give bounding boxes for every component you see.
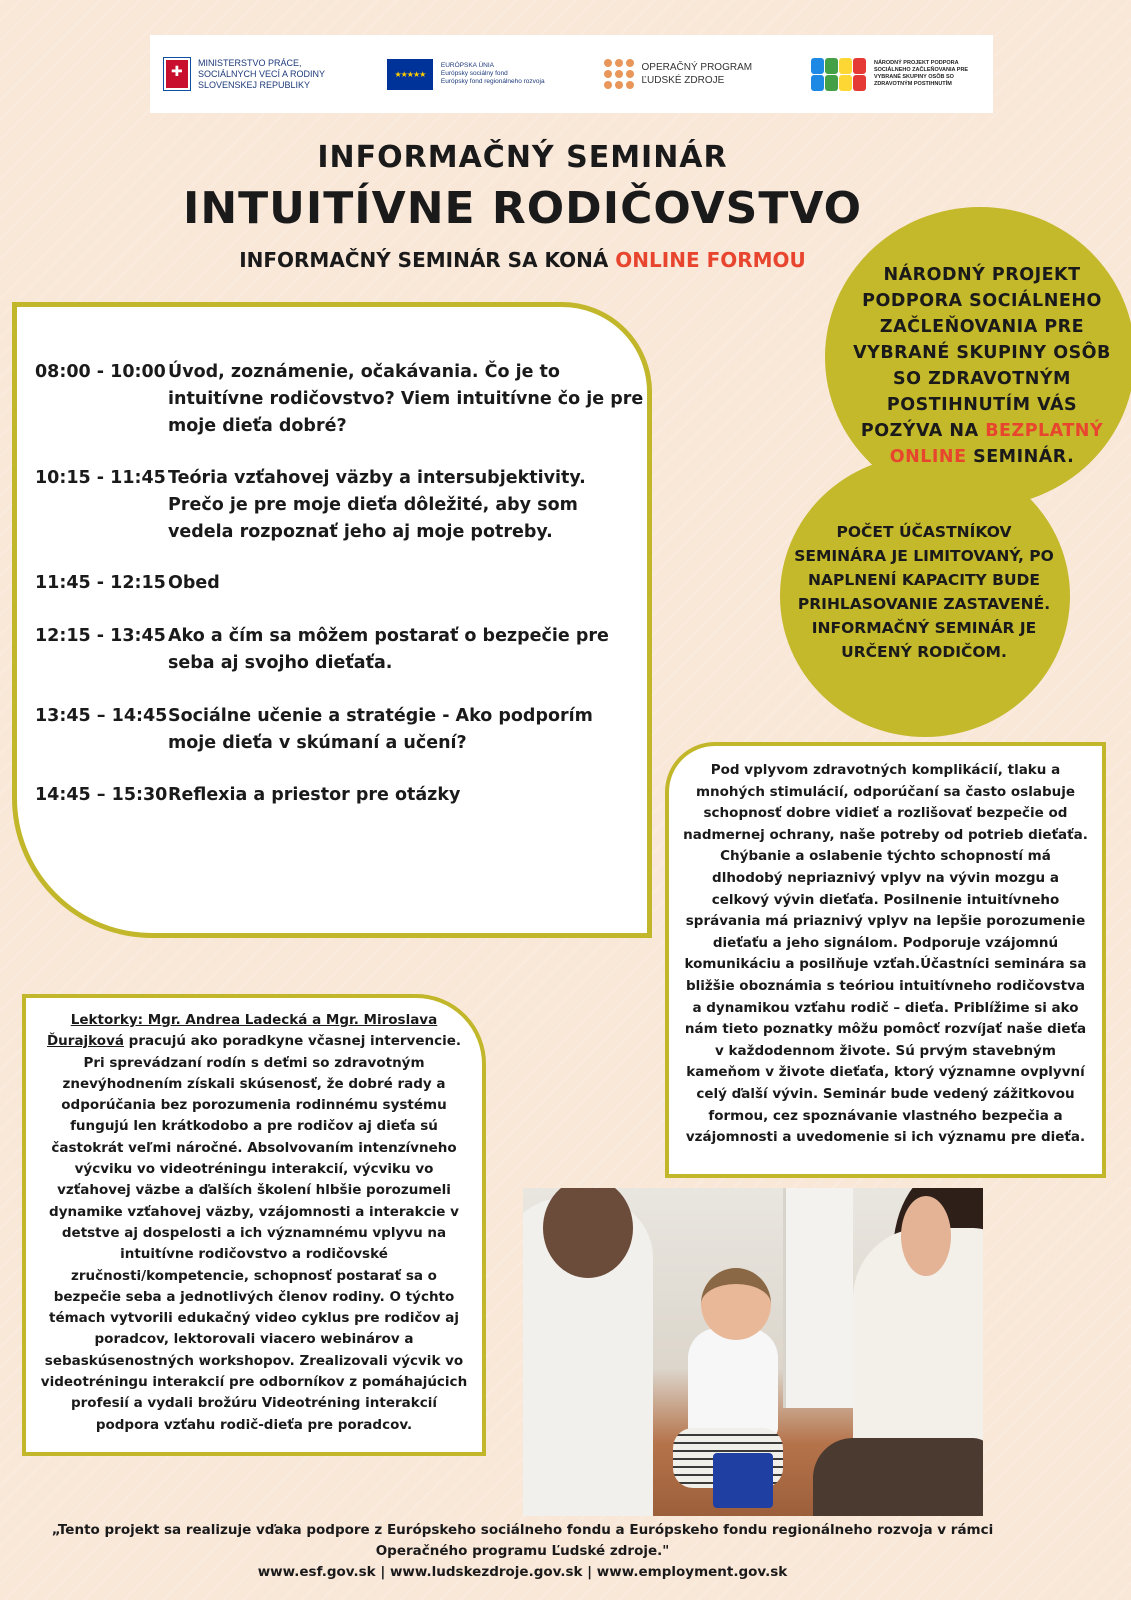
op-dots-icon <box>604 59 634 89</box>
lecturers-names: Lektorky: Mgr. Andrea Ladecká a Mgr. Miroslava Ďurajková <box>46 1012 438 1050</box>
schedule-row <box>35 623 647 677</box>
lecturers-text: pracujú ako poradkyne včasnej intervencie. Pri sprevádzaní rodín s deťmi so zdravotným znevýhodnením získali skúsenosť, že dobré rady a odporúčania bez porozumenia rodinnému systému fungujú len krátkodobo a pre rodičov aj dieťa sú častokrát veľmi náročné. Absolvovaním intenzívneho výcviku vo videotréningu interakcií, výcviku vo vzťahovej väzbe a ďalších školení hlbšie porozumeli dynamike vzťahovej väzby, vzájomnosti a interakcie v detstve aj dospelosti a ich významnému vplyvu na intuitívne rodičovstvo a rodičovské zručnosti/kompetencie, schopnosť postarať sa o bezpečie seba a jednotlivých členov rodiny. O týchto témach vytvorili edukačný video cyklus pre rodičov aj poradcov, lektorovali viacero webinárov a sebaskúsenostných workshopov. Zrealizovali výcvik vo videotréningu interakcií pre odborníkov z pomáhajúcich profesií a vydali brožúru Videotréning interakcií podpora vzťahu rodič-dieťa pre poradcov. <box>40 1033 468 1433</box>
puzzle-icon <box>811 58 866 91</box>
invite-text-end: SEMINÁR. <box>973 447 1075 467</box>
eu-fund-social: Európsky sociálny fond <box>440 70 508 77</box>
schedule-desc: Sociálne učenie a stratégie - Ako podporím moje dieťa v skúmaní a učení? <box>168 706 593 753</box>
seminar-label: INFORMAČNÝ SEMINÁR <box>317 140 728 175</box>
format-highlight: ONLINE FORMOU <box>615 248 806 272</box>
about-text: Pod vplyvom zdravotných komplikácií, tlaku a mnohých stimulácií, odporúčaní sa často oslabuje schopnosť dobre vidieť a rozlišovať bezpečie od nadmernej ochrany, naše potreby od potrieb dieťaťa. Chýbanie a oslabenie týchto schopností má dlhodobý nepriaznivý vplyv na vývin mozgu a celkový vývin dieťaťa. Posilnenie intuitívneho správania má priaznivý vplyv na lepšie porozumenie dieťaťu a jeho signálom. Podporuje vzájomnú komunikáciu a posilňuje vzťah.Účastníci seminára sa bližšie oboznámia s teóriou intuitívneho rodičovstva a dynamikou vzťahu rodič – dieťa. Priblížime si ako nám tieto poznatky môžu pomôcť rozvíjať naše dieťa v každodennom živote. Sú prvým stavebným kameňom v živote dieťaťa, ktorý významne ovplyvní celý ďalší vývin. Seminár bude vedený zážitkovou formou, cez spoznávanie vlastného bezpečia a vzájomnosti a uvedomenie si ich významu pre dieťa. <box>683 762 1088 1146</box>
invite-text <box>848 262 1116 470</box>
schedule-time: 10:15 - 11:45 <box>35 468 166 488</box>
footer-line2: Operačného programu Ľudské zdroje." <box>375 1543 670 1559</box>
eu-logo <box>387 59 545 90</box>
footer-links: www.esf.gov.sk | www.ludskezdroje.gov.sk | www.employment.gov.sk <box>257 1564 788 1580</box>
schedule-desc: Ako a čím sa môžem postarať o bezpečie pre seba aj svojho dieťaťa. <box>168 626 609 673</box>
schedule-row <box>35 359 647 440</box>
footer-line1: „Tento projekt sa realizuje vďaka podpore z Európskeho sociálneho fondu a Európskeho fondu regionálneho rozvoja v rámci <box>51 1522 994 1538</box>
schedule-time: 14:45 – 15:30 <box>35 785 168 805</box>
schedule-desc: Teória vzťahovej väzby a intersubjektivity. Prečo je pre moje dieťa dôležité, aby som vedela rozpoznať jeho aj moje potreby. <box>168 468 586 542</box>
footer <box>0 1520 1045 1583</box>
np-logo <box>811 58 979 91</box>
about-seminar-box <box>665 742 1106 1178</box>
eu-fund-regional: Európsky fond regionálneho rozvoja <box>440 78 545 85</box>
schedule-time: 08:00 - 10:00 <box>35 362 166 382</box>
schedule-desc: Obed <box>168 573 220 593</box>
schedule-row <box>35 570 647 597</box>
eu-title: EURÓPSKA ÚNIA <box>440 62 494 69</box>
ministry-logo <box>164 58 328 91</box>
lecturers-box <box>22 994 486 1456</box>
schedule-row <box>35 465 647 546</box>
schedule-panel <box>12 302 652 938</box>
family-photo <box>523 1188 983 1516</box>
schedule-time: 12:15 - 13:45 <box>35 626 166 646</box>
eu-flag-icon: ★★★★★ <box>387 59 433 90</box>
op-line2: ĽUDSKÉ ZDROJE <box>641 75 725 86</box>
partner-logos-bar <box>150 35 993 113</box>
format-prefix: INFORMAČNÝ SEMINÁR SA KONÁ <box>239 248 609 272</box>
schedule-row <box>35 782 647 809</box>
np-logo-text: NÁRODNÝ PROJEKT PODPORA SOCIÁLNEHO ZAČLEŇOVANIA PRE VYBRANÉ SKUPINY OSÔB SO ZDRAVOTNÝM POSTIHNUTÍM <box>873 60 969 87</box>
schedule-desc: Reflexia a priestor pre otázky <box>168 785 461 805</box>
page-title: INTUITÍVNE RODIČOVSTVO <box>182 183 863 234</box>
schedule-row <box>35 703 647 757</box>
invite-highlight: BEZPLATNÝ ONLINE <box>889 421 1104 467</box>
schedule-time: 11:45 - 12:15 <box>35 573 166 593</box>
schedule-desc: Úvod, zoznámenie, očakávania. Čo je to intuitívne rodičovstvo? Viem intuitívne čo je pre moje dieťa dobré? <box>168 362 644 436</box>
ministry-logo-text: MINISTERSTVO PRÁCE, SOCIÁLNYCH VECÍ A RODINY SLOVENSKEJ REPUBLIKY <box>198 57 325 90</box>
capacity-text: POČET ÚČASTNÍKOV SEMINÁRA JE LIMITOVANÝ, PO NAPLNENÍ KAPACITY BUDE PRIHLASOVANIE ZASTAVENÉ. INFORMAČNÝ SEMINÁR JE URČENÝ RODIČOM. <box>794 523 1054 661</box>
invite-text-main: NÁRODNÝ PROJEKT PODPORA SOCIÁLNEHO ZAČLEŇOVANIA PRE VYBRANÉ SKUPINY OSÔB SO ZDRAVOTNÝM POSTIHNUTÍM VÁS POZÝVA NA <box>853 265 1111 441</box>
op-logo <box>604 59 753 89</box>
schedule-time: 13:45 – 14:45 <box>35 706 168 726</box>
op-line1: OPERAČNÝ PROGRAM <box>641 62 753 73</box>
slovak-crest-icon <box>164 58 190 90</box>
